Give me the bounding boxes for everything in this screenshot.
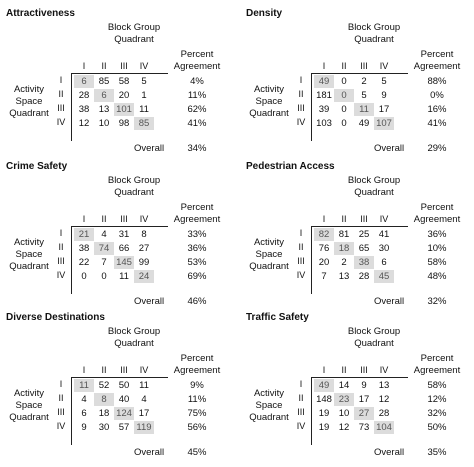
percent-agreement-label-line: Percent xyxy=(180,202,214,213)
matrix-cell: 0 xyxy=(101,271,107,282)
block-group-label-line: Quadrant xyxy=(354,338,394,349)
block-group-label-line: Block Group xyxy=(107,175,161,186)
matrix-top-border xyxy=(311,377,408,378)
matrix-cell: 148 xyxy=(316,394,332,405)
matrix-cell: 39 xyxy=(318,104,330,115)
percent-agreement-label xyxy=(164,353,230,377)
matrix-diagonal-cell: 82 xyxy=(314,228,334,241)
matrix-cell: 30 xyxy=(378,243,390,254)
percent-agreement-label-line: Agreement xyxy=(413,214,461,225)
overall-label: Overall xyxy=(134,447,165,458)
matrix-top-border xyxy=(71,73,168,74)
activity-space-label-line: Quadrant xyxy=(249,412,289,423)
percent-agreement-label xyxy=(404,49,470,73)
column-header: IV xyxy=(139,214,149,224)
matrix-diagonal-cell: 85 xyxy=(134,117,154,130)
matrix-cell: 22 xyxy=(78,257,90,268)
matrix-cell: 13 xyxy=(338,271,350,282)
percent-agreement-label xyxy=(164,202,230,226)
row-header: IV xyxy=(56,117,66,127)
percent-agreement-value: 4% xyxy=(190,76,204,87)
percent-agreement-label-line: Percent xyxy=(180,49,214,60)
row-header: I xyxy=(59,75,63,85)
matrix-cell: 30 xyxy=(98,422,110,433)
percent-agreement-value: 36% xyxy=(187,243,207,254)
matrix-cell: 19 xyxy=(318,408,330,419)
activity-space-label-line: Quadrant xyxy=(249,261,289,272)
column-header: II xyxy=(341,365,347,375)
activity-space-label-line: Space xyxy=(255,400,283,411)
matrix-diagonal-cell: 49 xyxy=(314,379,334,392)
column-header: II xyxy=(341,61,347,71)
matrix-left-border xyxy=(71,226,72,294)
percent-agreement-label xyxy=(404,353,470,377)
row-header: III xyxy=(57,256,65,266)
matrix-panel xyxy=(6,8,234,158)
matrix-cell: 8 xyxy=(141,229,147,240)
matrix-cell: 20 xyxy=(118,90,130,101)
column-header: I xyxy=(322,61,326,71)
matrix-diagonal-cell: 18 xyxy=(334,242,354,255)
matrix-cell: 41 xyxy=(378,229,390,240)
matrix-cell: 6 xyxy=(81,408,87,419)
matrix-diagonal-cell: 124 xyxy=(114,407,134,420)
block-group-label-line: Quadrant xyxy=(114,338,154,349)
matrix-cell: 19 xyxy=(318,422,330,433)
matrix-top-border xyxy=(311,73,408,74)
activity-space-label-line: Space xyxy=(255,96,283,107)
block-group-quadrant-label xyxy=(324,22,424,46)
matrix-cell: 98 xyxy=(118,118,130,129)
percent-agreement-value: 56% xyxy=(187,422,207,433)
column-header: I xyxy=(82,214,86,224)
activity-space-label-line: Activity xyxy=(253,237,285,248)
row-header: II xyxy=(58,89,64,99)
block-group-label-line: Quadrant xyxy=(114,187,154,198)
matrix-cell: 181 xyxy=(316,90,332,101)
activity-space-quadrant-label xyxy=(246,388,292,424)
block-group-label-line: Block Group xyxy=(347,175,401,186)
matrix-cell: 65 xyxy=(358,243,370,254)
activity-space-label-line: Space xyxy=(15,400,43,411)
panel-title: Pedestrian Access xyxy=(246,161,335,172)
matrix-cell: 17 xyxy=(358,394,370,405)
column-header: IV xyxy=(379,365,389,375)
block-group-quadrant-label xyxy=(84,175,184,199)
percent-agreement-value: 12% xyxy=(427,394,447,405)
percent-agreement-value: 9% xyxy=(190,380,204,391)
matrix-diagonal-cell: 11 xyxy=(354,103,374,116)
matrix-cell: 50 xyxy=(118,380,130,391)
column-header: I xyxy=(322,214,326,224)
column-header: III xyxy=(120,214,128,224)
row-header: II xyxy=(58,242,64,252)
percent-agreement-value: 10% xyxy=(427,243,447,254)
matrix-cell: 7 xyxy=(101,257,107,268)
percent-agreement-label xyxy=(164,49,230,73)
activity-space-label-line: Activity xyxy=(253,388,285,399)
matrix-cell: 76 xyxy=(318,243,330,254)
overall-value: 32% xyxy=(427,296,447,307)
block-group-label-line: Block Group xyxy=(347,22,401,33)
percent-agreement-value: 62% xyxy=(187,104,207,115)
matrix-diagonal-cell: 21 xyxy=(74,228,94,241)
matrix-cell: 4 xyxy=(81,394,87,405)
activity-space-quadrant-label xyxy=(6,84,52,120)
percent-agreement-value: 41% xyxy=(427,118,447,129)
column-header: II xyxy=(101,365,107,375)
matrix-cell: 14 xyxy=(338,380,350,391)
matrix-top-border xyxy=(311,226,408,227)
matrix-diagonal-cell: 11 xyxy=(74,379,94,392)
column-header: IV xyxy=(139,365,149,375)
matrix-cell: 49 xyxy=(358,118,370,129)
matrix-cell: 0 xyxy=(81,271,87,282)
column-header: II xyxy=(101,214,107,224)
matrix-diagonal-cell: 49 xyxy=(314,75,334,88)
row-header: III xyxy=(57,103,65,113)
matrix-cell: 12 xyxy=(378,394,390,405)
matrix-diagonal-cell: 27 xyxy=(354,407,374,420)
percent-agreement-value: 11% xyxy=(187,394,207,405)
matrix-cell: 11 xyxy=(119,271,129,282)
matrix-cell: 5 xyxy=(381,76,387,87)
matrix-cell: 13 xyxy=(378,380,390,391)
percent-agreement-label-line: Percent xyxy=(420,353,454,364)
matrix-panel xyxy=(246,312,474,462)
percent-agreement-value: 58% xyxy=(427,380,447,391)
matrix-cell: 20 xyxy=(318,257,330,268)
activity-space-label-line: Activity xyxy=(13,84,45,95)
activity-space-label-line: Quadrant xyxy=(249,108,289,119)
column-header: II xyxy=(101,61,107,71)
matrix-top-border xyxy=(71,226,168,227)
percent-agreement-value: 41% xyxy=(187,118,207,129)
matrix-diagonal-cell: 104 xyxy=(374,421,394,434)
row-header: I xyxy=(299,379,303,389)
matrix-diagonal-cell: 107 xyxy=(374,117,394,130)
column-header: III xyxy=(120,365,128,375)
overall-label: Overall xyxy=(134,143,165,154)
row-header: III xyxy=(297,256,305,266)
matrix-cell: 85 xyxy=(98,76,110,87)
matrix-left-border xyxy=(311,226,312,294)
panel-title: Density xyxy=(246,8,283,19)
matrix-cell: 10 xyxy=(98,118,110,129)
activity-space-label-line: Quadrant xyxy=(9,412,49,423)
matrix-cell: 0 xyxy=(341,104,347,115)
column-header: IV xyxy=(139,61,149,71)
activity-space-label-line: Activity xyxy=(13,237,45,248)
matrix-diagonal-cell: 6 xyxy=(74,75,94,88)
matrix-cell: 52 xyxy=(98,380,110,391)
matrix-cell: 73 xyxy=(358,422,370,433)
row-header: II xyxy=(58,393,64,403)
column-header: III xyxy=(360,61,368,71)
percent-agreement-label-line: Percent xyxy=(180,353,214,364)
matrix-cell: 11 xyxy=(139,380,149,391)
matrix-cell: 5 xyxy=(141,76,147,87)
matrix-diagonal-cell: 145 xyxy=(114,256,134,269)
activity-space-quadrant-label xyxy=(246,237,292,273)
matrix-left-border xyxy=(311,377,312,445)
matrix-cell: 5 xyxy=(361,90,367,101)
row-header: IV xyxy=(296,270,306,280)
row-header: II xyxy=(298,89,304,99)
panel-title: Traffic Safety xyxy=(246,312,309,323)
column-header: I xyxy=(82,365,86,375)
column-header: I xyxy=(322,365,326,375)
matrix-cell: 103 xyxy=(316,118,332,129)
overall-value: 34% xyxy=(187,143,207,154)
matrix-cell: 81 xyxy=(338,229,350,240)
row-header: I xyxy=(59,228,63,238)
row-header: IV xyxy=(296,421,306,431)
activity-space-quadrant-label xyxy=(6,237,52,273)
matrix-cell: 28 xyxy=(78,90,90,101)
percent-agreement-label-line: Percent xyxy=(420,202,454,213)
matrix-cell: 1 xyxy=(141,90,147,101)
matrix-left-border xyxy=(71,73,72,141)
matrix-panel xyxy=(246,8,474,158)
block-group-label-line: Quadrant xyxy=(354,34,394,45)
activity-space-label-line: Space xyxy=(15,96,43,107)
overall-value: 29% xyxy=(427,143,447,154)
matrix-diagonal-cell: 45 xyxy=(374,270,394,283)
percent-agreement-label-line: Agreement xyxy=(413,61,461,72)
matrix-cell: 0 xyxy=(341,76,347,87)
percent-agreement-label-line: Agreement xyxy=(413,365,461,376)
matrix-cell: 66 xyxy=(118,243,130,254)
matrix-panel xyxy=(246,161,474,311)
percent-agreement-label-line: Agreement xyxy=(173,365,221,376)
matrix-diagonal-cell: 74 xyxy=(94,242,114,255)
matrix-cell: 57 xyxy=(118,422,130,433)
percent-agreement-label xyxy=(404,202,470,226)
matrix-top-border xyxy=(71,377,168,378)
block-group-label-line: Quadrant xyxy=(354,187,394,198)
matrix-cell: 6 xyxy=(381,257,387,268)
percent-agreement-value: 75% xyxy=(187,408,207,419)
block-group-quadrant-label xyxy=(84,22,184,46)
percent-agreement-value: 32% xyxy=(427,408,447,419)
matrix-diagonal-cell: 38 xyxy=(354,256,374,269)
matrix-cell: 58 xyxy=(118,76,130,87)
matrix-cell: 2 xyxy=(341,257,347,268)
matrix-cell: 12 xyxy=(78,118,90,129)
block-group-quadrant-label xyxy=(324,175,424,199)
activity-space-label-line: Activity xyxy=(253,84,285,95)
column-header: III xyxy=(360,214,368,224)
matrix-cell: 27 xyxy=(138,243,150,254)
column-header: II xyxy=(341,214,347,224)
matrix-cell: 17 xyxy=(138,408,150,419)
percent-agreement-value: 53% xyxy=(187,257,207,268)
activity-space-label-line: Space xyxy=(15,249,43,260)
panel-title: Crime Safety xyxy=(6,161,68,172)
column-header: III xyxy=(120,61,128,71)
percent-agreement-label-line: Percent xyxy=(420,49,454,60)
percent-agreement-label-line: Agreement xyxy=(173,61,221,72)
overall-label: Overall xyxy=(374,447,405,458)
overall-value: 35% xyxy=(427,447,447,458)
matrix-cell: 9 xyxy=(81,422,87,433)
activity-space-label-line: Activity xyxy=(13,388,45,399)
matrix-left-border xyxy=(71,377,72,445)
overall-value: 46% xyxy=(187,296,207,307)
matrix-cell: 4 xyxy=(141,394,147,405)
column-header: III xyxy=(360,365,368,375)
panel-title: Attractiveness xyxy=(6,8,75,19)
matrix-cell: 18 xyxy=(98,408,110,419)
matrix-diagonal-cell: 6 xyxy=(94,89,114,102)
percent-agreement-value: 0% xyxy=(430,90,444,101)
block-group-label-line: Block Group xyxy=(107,326,161,337)
percent-agreement-value: 11% xyxy=(187,90,207,101)
matrix-cell: 17 xyxy=(378,104,390,115)
matrix-panel xyxy=(6,161,234,311)
column-header: IV xyxy=(379,61,389,71)
matrix-cell: 4 xyxy=(101,229,107,240)
percent-agreement-value: 88% xyxy=(427,76,447,87)
row-header: III xyxy=(57,407,65,417)
activity-space-quadrant-label xyxy=(246,84,292,120)
matrix-panel xyxy=(6,312,234,462)
percent-agreement-value: 58% xyxy=(427,257,447,268)
block-group-label-line: Quadrant xyxy=(114,34,154,45)
activity-space-label-line: Space xyxy=(255,249,283,260)
row-header: III xyxy=(297,407,305,417)
matrix-diagonal-cell: 101 xyxy=(114,103,134,116)
matrix-cell: 25 xyxy=(358,229,370,240)
matrix-cell: 38 xyxy=(78,243,90,254)
row-header: I xyxy=(299,75,303,85)
matrix-cell: 38 xyxy=(78,104,90,115)
matrix-cell: 99 xyxy=(138,257,150,268)
matrix-diagonal-cell: 8 xyxy=(94,393,114,406)
percent-agreement-value: 69% xyxy=(187,271,207,282)
matrix-cell: 31 xyxy=(118,229,130,240)
overall-label: Overall xyxy=(374,143,405,154)
matrix-cell: 9 xyxy=(381,90,387,101)
matrix-cell: 28 xyxy=(378,408,390,419)
row-header: IV xyxy=(296,117,306,127)
row-header: IV xyxy=(56,270,66,280)
row-header: I xyxy=(59,379,63,389)
matrix-diagonal-cell: 0 xyxy=(334,89,354,102)
block-group-label-line: Block Group xyxy=(107,22,161,33)
matrix-cell: 9 xyxy=(361,380,367,391)
activity-space-label-line: Quadrant xyxy=(9,108,49,119)
row-header: I xyxy=(299,228,303,238)
percent-agreement-label-line: Agreement xyxy=(173,214,221,225)
matrix-cell: 10 xyxy=(338,408,350,419)
block-group-quadrant-label xyxy=(324,326,424,350)
percent-agreement-value: 36% xyxy=(427,229,447,240)
overall-label: Overall xyxy=(374,296,405,307)
activity-space-quadrant-label xyxy=(6,388,52,424)
matrix-cell: 28 xyxy=(358,271,370,282)
percent-agreement-value: 48% xyxy=(427,271,447,282)
block-group-quadrant-label xyxy=(84,326,184,350)
column-header: IV xyxy=(379,214,389,224)
activity-space-label-line: Quadrant xyxy=(9,261,49,272)
matrix-cell: 13 xyxy=(98,104,110,115)
row-header: IV xyxy=(56,421,66,431)
matrix-cell: 2 xyxy=(361,76,367,87)
matrix-cell: 7 xyxy=(321,271,327,282)
percent-agreement-value: 33% xyxy=(187,229,207,240)
percent-agreement-value: 16% xyxy=(427,104,447,115)
row-header: II xyxy=(298,242,304,252)
block-group-label-line: Block Group xyxy=(347,326,401,337)
matrix-diagonal-cell: 23 xyxy=(334,393,354,406)
matrix-cell: 40 xyxy=(118,394,130,405)
panel-title: Diverse Destinations xyxy=(6,312,105,323)
matrix-diagonal-cell: 119 xyxy=(134,421,154,434)
column-header: I xyxy=(82,61,86,71)
matrix-cell: 0 xyxy=(341,118,347,129)
overall-label: Overall xyxy=(134,296,165,307)
matrix-cell: 12 xyxy=(338,422,350,433)
percent-agreement-value: 50% xyxy=(427,422,447,433)
overall-value: 45% xyxy=(187,447,207,458)
matrix-left-border xyxy=(311,73,312,141)
row-header: III xyxy=(297,103,305,113)
matrix-diagonal-cell: 24 xyxy=(134,270,154,283)
matrix-cell: 11 xyxy=(139,104,149,115)
row-header: II xyxy=(298,393,304,403)
